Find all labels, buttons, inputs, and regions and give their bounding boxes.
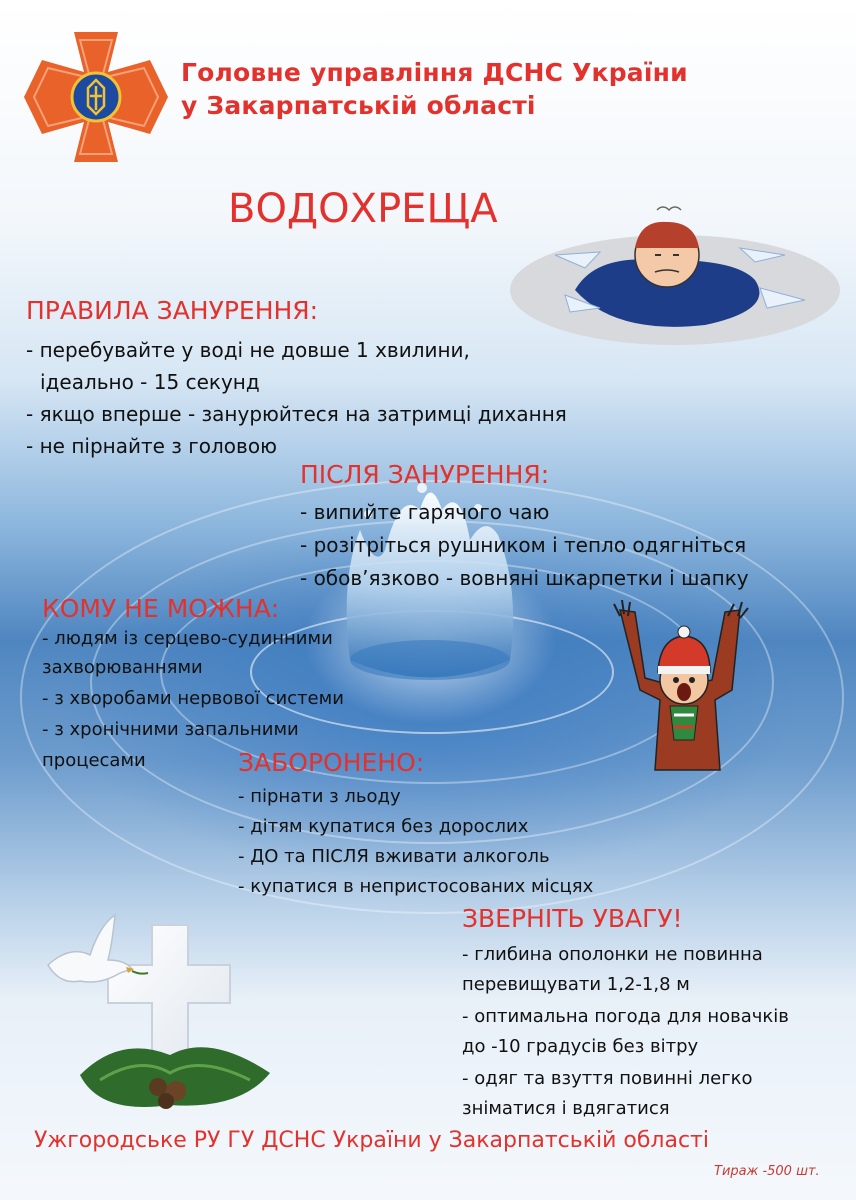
attention-item: до -10 градусів без вітру bbox=[462, 1036, 699, 1057]
contraindications-item: - з хронічними запальними bbox=[42, 719, 299, 740]
contraindications-heading: КОМУ НЕ МОЖНА: bbox=[42, 594, 280, 623]
after-item: - обов’язково - вовняні шкарпетки і шапку bbox=[300, 566, 749, 590]
prohibited-item: - пірнати з льоду bbox=[238, 786, 401, 807]
footer-org: Ужгородське РУ ГУ ДСНС України у Закарпатській області bbox=[34, 1128, 709, 1153]
attention-item: - оптимальна погода для новачків bbox=[462, 1006, 789, 1027]
prohibited-heading: ЗАБОРОНЕНО: bbox=[238, 748, 425, 777]
dove-and-cross-illustration bbox=[40, 905, 280, 1115]
contraindications-item: - людям із серцево-судинними bbox=[42, 628, 333, 649]
after-item: - випийте гарячого чаю bbox=[300, 500, 550, 524]
rules-item: - не пірнайте з головою bbox=[26, 434, 277, 458]
after-heading: ПІСЛЯ ЗАНУРЕННЯ: bbox=[300, 460, 550, 489]
rules-item: ідеально - 15 секунд bbox=[40, 370, 260, 394]
print-run: Тираж -500 шт. bbox=[714, 1164, 820, 1179]
contraindications-item: захворюваннями bbox=[42, 657, 203, 678]
page-title: ВОДОХРЕЩА bbox=[228, 186, 498, 232]
rules-item: - перебувайте у воді не довше 1 хвилини, bbox=[26, 338, 470, 362]
prohibited-item: - купатися в непристосованих місцях bbox=[238, 876, 594, 897]
rules-heading: ПРАВИЛА ЗАНУРЕННЯ: bbox=[26, 296, 319, 325]
man-in-ice-hole-illustration bbox=[505, 200, 845, 350]
org-name-line2: у Закарпатській області bbox=[181, 91, 536, 120]
rules-item: - якщо вперше - занурюйтеся на затримці дихання bbox=[26, 402, 567, 426]
attention-item: - глибина ополонки не повинна bbox=[462, 944, 763, 965]
after-item: - розітріться рушником і тепло одягніться bbox=[300, 533, 747, 557]
prohibited-item: - дітям купатися без дорослих bbox=[238, 816, 529, 837]
org-name-line1: Головне управління ДСНС України bbox=[181, 58, 688, 87]
prohibited-item: - ДО та ПІСЛЯ вживати алкоголь bbox=[238, 846, 550, 867]
cold-man-illustration bbox=[600, 600, 750, 775]
attention-item: зніматися і вдягатися bbox=[462, 1098, 670, 1119]
contraindications-item: процесами bbox=[42, 750, 146, 771]
contraindications-item: - з хворобами нервової системи bbox=[42, 688, 344, 709]
dsns-cross-emblem-icon bbox=[22, 30, 170, 164]
attention-heading: ЗВЕРНІТЬ УВАГУ! bbox=[462, 904, 683, 933]
attention-item: - одяг та взуття повинні легко bbox=[462, 1068, 753, 1089]
attention-item: перевищувати 1,2-1,8 м bbox=[462, 974, 690, 995]
